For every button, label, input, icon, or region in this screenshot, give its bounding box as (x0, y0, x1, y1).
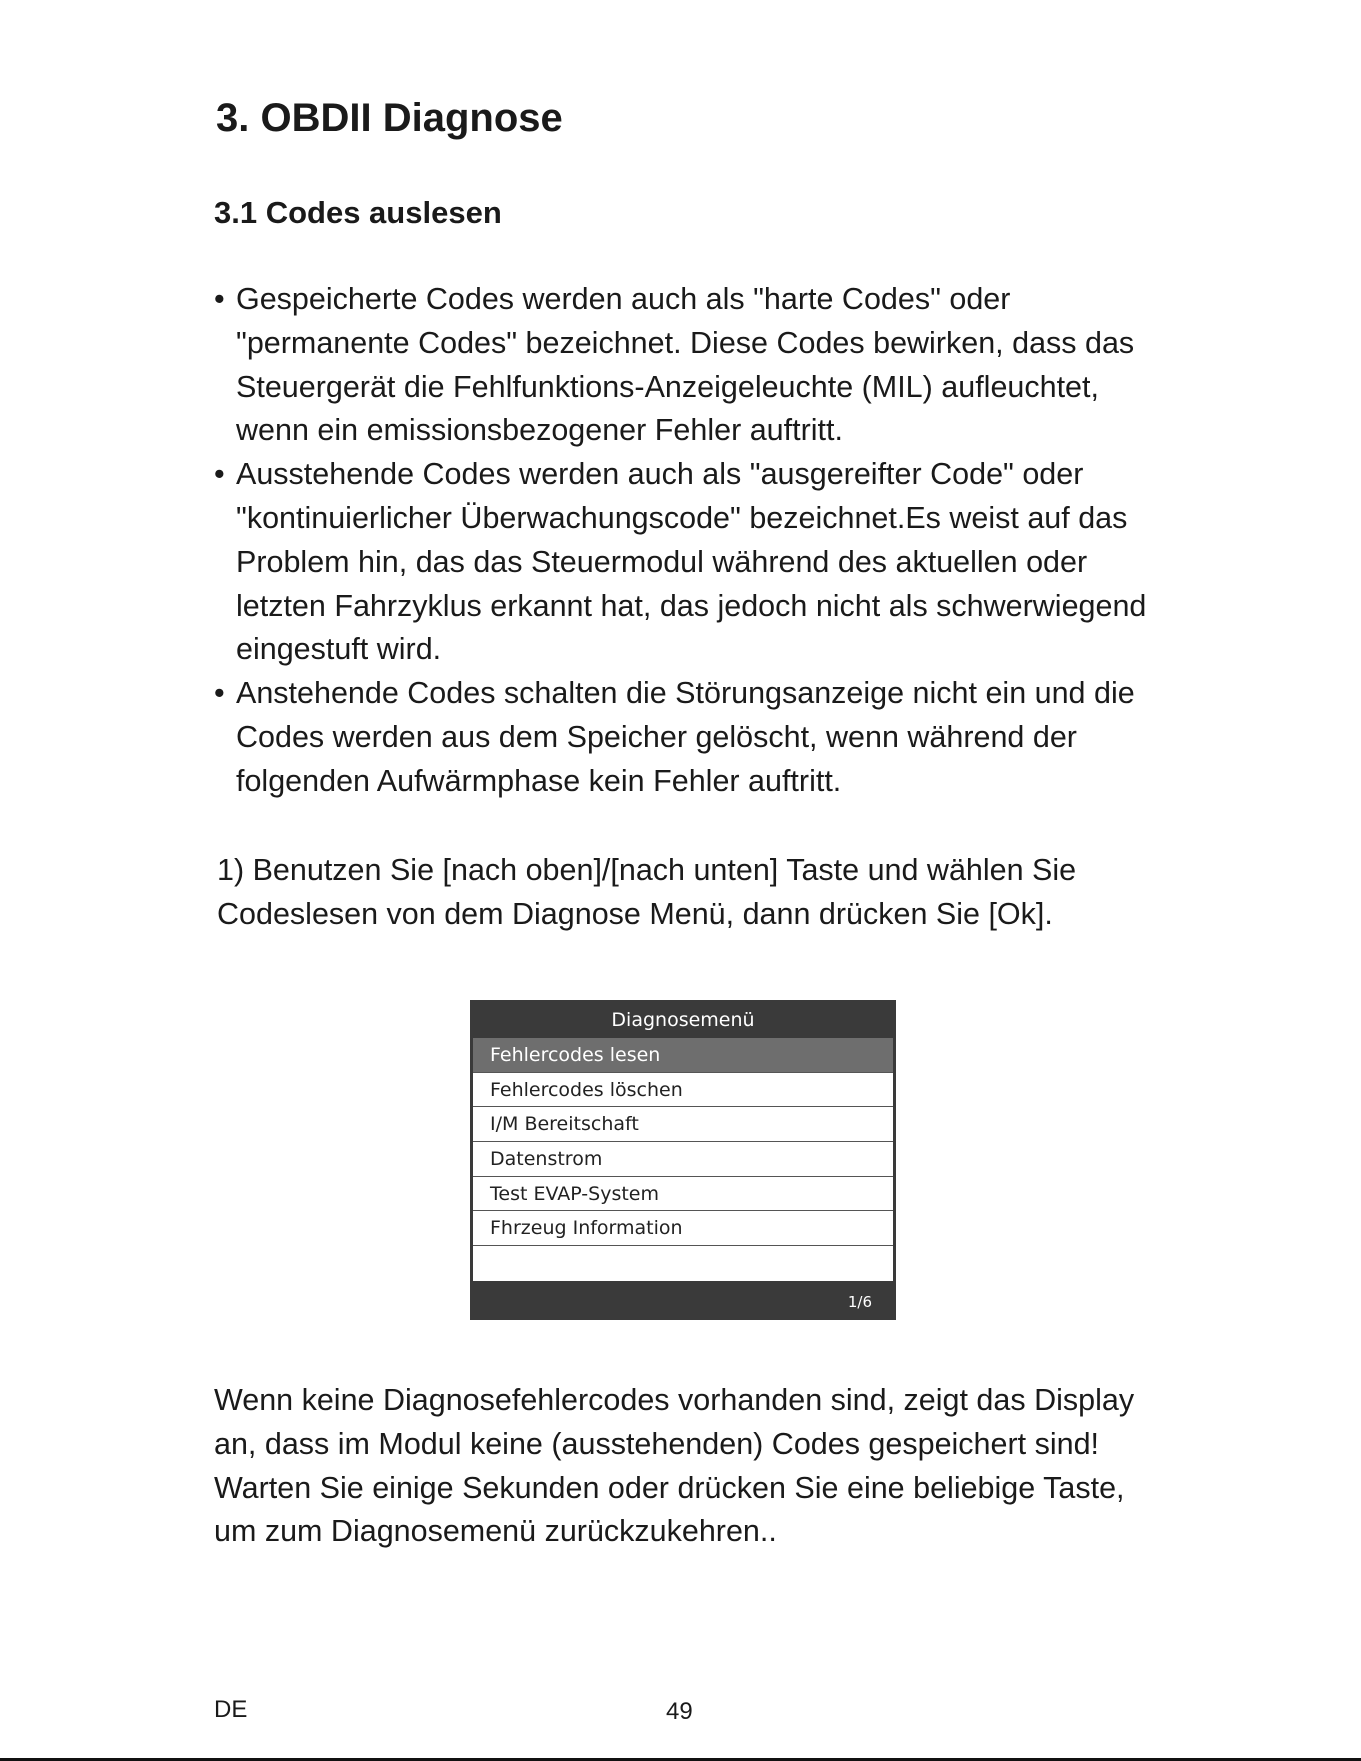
menu-item-im-readiness[interactable]: I/M Bereitschaft (473, 1107, 893, 1142)
no-codes-note: Wenn keine Diagnosefehlercodes vorhanden sind, zeigt das Display an, dass im Modul keine (ausstehenden) Codes gespeichert sind! Warten Sie einige Sekunden oder drücken Sie eine beliebige Taste, um zum Diagnosemenü zurückzukehren.. (214, 1383, 1135, 1549)
bullet-text: Ausstehende Codes werden auch als "ausgereifter Code" oder "kontinuierlicher Überwachungscode" bezeichnet.Es weist auf das Problem hin, das das Steuermodul während des aktuellen oder letzten Fahrzyklus erkannt hat, das jedoch nicht als schwerwiegend eingestuft wird. (236, 457, 1147, 667)
menu-item-read-codes[interactable]: Fehlercodes lesen (473, 1038, 893, 1073)
menu-item-data-stream[interactable]: Datenstrom (473, 1142, 893, 1177)
step-1-instruction: 1) Benutzen Sie [nach oben]/[nach unten] Taste und wählen Sie Codeslesen von dem Diagnose Menü, dann drücken Sie [Ok]. (217, 853, 1077, 931)
screen-title: Diagnosemenü (611, 1009, 755, 1031)
bullet-text: Gespeicherte Codes werden auch als "harte Codes" oder "permanente Codes" bezeichnet. Diese Codes bewirken, dass das Steuergerät die Fehlfunktions-Anzeigeleuchte (MIL) aufleuchtet, wenn ein emissionsbezogener Fehler auftritt. (236, 282, 1135, 448)
list-item (214, 278, 1174, 453)
menu-item-erase-codes[interactable]: Fehlercodes löschen (473, 1073, 893, 1108)
menu-item-vehicle-info[interactable]: Fhrzeug Information (473, 1211, 893, 1246)
footer-page-number: 49 (666, 1698, 693, 1725)
section-title: 3.1 Codes auslesen (214, 195, 502, 230)
menu-item-evap-test[interactable]: Test EVAP-System (473, 1177, 893, 1212)
code-types-list (214, 278, 1174, 804)
diagnostic-menu (473, 1038, 893, 1281)
list-item (214, 672, 1174, 803)
footer-language: DE (214, 1696, 248, 1723)
device-screen (470, 1000, 896, 1320)
bullet-icon: • (214, 676, 225, 711)
list-item (214, 453, 1174, 672)
bullet-icon: • (214, 457, 225, 492)
bullet-text: Anstehende Codes schalten die Störungsanzeige nicht ein und die Codes werden aus dem Speicher gelöscht, wenn während der folgenden Aufwärmphase kein Fehler auftritt. (236, 676, 1135, 798)
page-title: 3. OBDII Diagnose (216, 96, 563, 140)
menu-empty-row (473, 1246, 893, 1281)
page-indicator: 1/6 (847, 1292, 872, 1311)
bullet-icon: • (214, 282, 225, 316)
